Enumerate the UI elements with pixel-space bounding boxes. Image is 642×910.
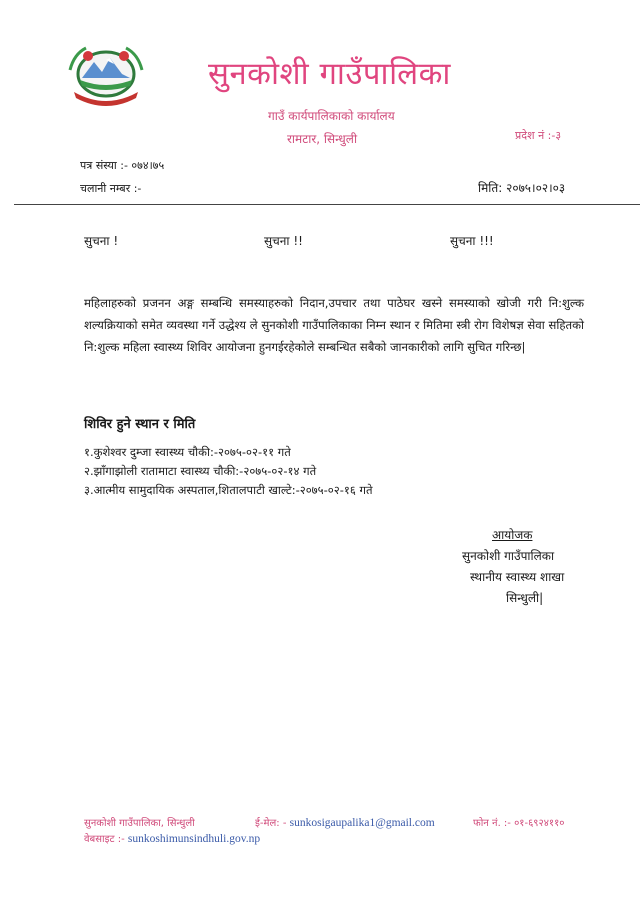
notice-body: महिलाहरुको प्रजनन अङ्ग सम्बन्धि समस्याहरुको निदान,उपचार तथा पाठेघर खस्ने समस्याको खोजी गरी नि:शुल्क शल्यक्रियाको समेत व्यवस्था गर्ने उद्धेश्य ले सुनकोशी गाउँपालिकाका निम्न स्थान र मितिमा स्त्री रोग विशेषज्ञ सेवा सहितको नि:शुल्क महिला स्वास्थ्य शिविर आयोजना हुनगईरहेकोले सम्बन्धित सबैको जानकारीको लागि सुचित गरिन्छ| — [84, 296, 584, 354]
letter-date: मिति: २०७५।०२।०३ — [478, 181, 566, 195]
list-item: १.कुशेश्वर दुम्जा स्वास्थ्य चौकी:-२०७५-०२-११ गते — [84, 445, 291, 459]
office-subtitle: गाउँ कार्यपालिकाको कार्यालय — [268, 109, 395, 123]
dispatch-number: चलानी नम्बर :- — [80, 182, 142, 195]
venue-list — [84, 443, 373, 500]
footer-email-label: ई-मेल: - — [255, 818, 287, 829]
signature-block — [462, 525, 564, 609]
section-heading: शिविर हुने स्थान र मिति — [84, 417, 196, 432]
office-address: रामटार, सिन्धुली — [287, 132, 358, 146]
footer-email — [255, 815, 435, 829]
footer-office: सुनकोशी गाउँपालिका, सिन्धुली — [84, 818, 195, 829]
letter-number: पत्र संस्या :- ०७४।७५ — [80, 159, 165, 172]
signature-role: आयोजक — [492, 528, 533, 542]
footer-website — [84, 831, 260, 845]
signature-branch: स्थानीय स्वास्थ्य शाखा — [470, 570, 565, 584]
email-link[interactable]: sunkosigaupalika1@gmail.com — [289, 817, 435, 829]
list-item: ३.आत्मीय सामुदायिक अस्पताल,शितालपाटी खाल्टे:-२०७५-०२-१६ गते — [84, 483, 373, 497]
notice-label-3: सुचना !!! — [450, 234, 494, 248]
notice-label-1: सुचना ! — [84, 234, 119, 248]
list-item: २.झाँगाझोली रातामाटा स्वास्थ्य चौकी:-२०७५-०२-१४ गते — [84, 464, 317, 478]
footer-phone: फोन नं. :- ०१-६९२४११० — [473, 818, 565, 829]
province-label: प्रदेश नं :-३ — [515, 129, 562, 142]
signature-place: सिन्धुली| — [506, 591, 544, 605]
website-link[interactable]: sunkoshimunsindhuli.gov.np — [127, 833, 261, 845]
footer-website-label: वेबसाइट :- — [84, 834, 125, 845]
nepal-emblem-icon — [66, 40, 146, 108]
notice-label-2: सुचना !! — [264, 234, 303, 248]
signature-office: सुनकोशी गाउँपालिका — [462, 549, 555, 563]
header-divider — [14, 204, 640, 205]
office-name: सुनकोशी गाउँपालिका — [208, 56, 451, 92]
